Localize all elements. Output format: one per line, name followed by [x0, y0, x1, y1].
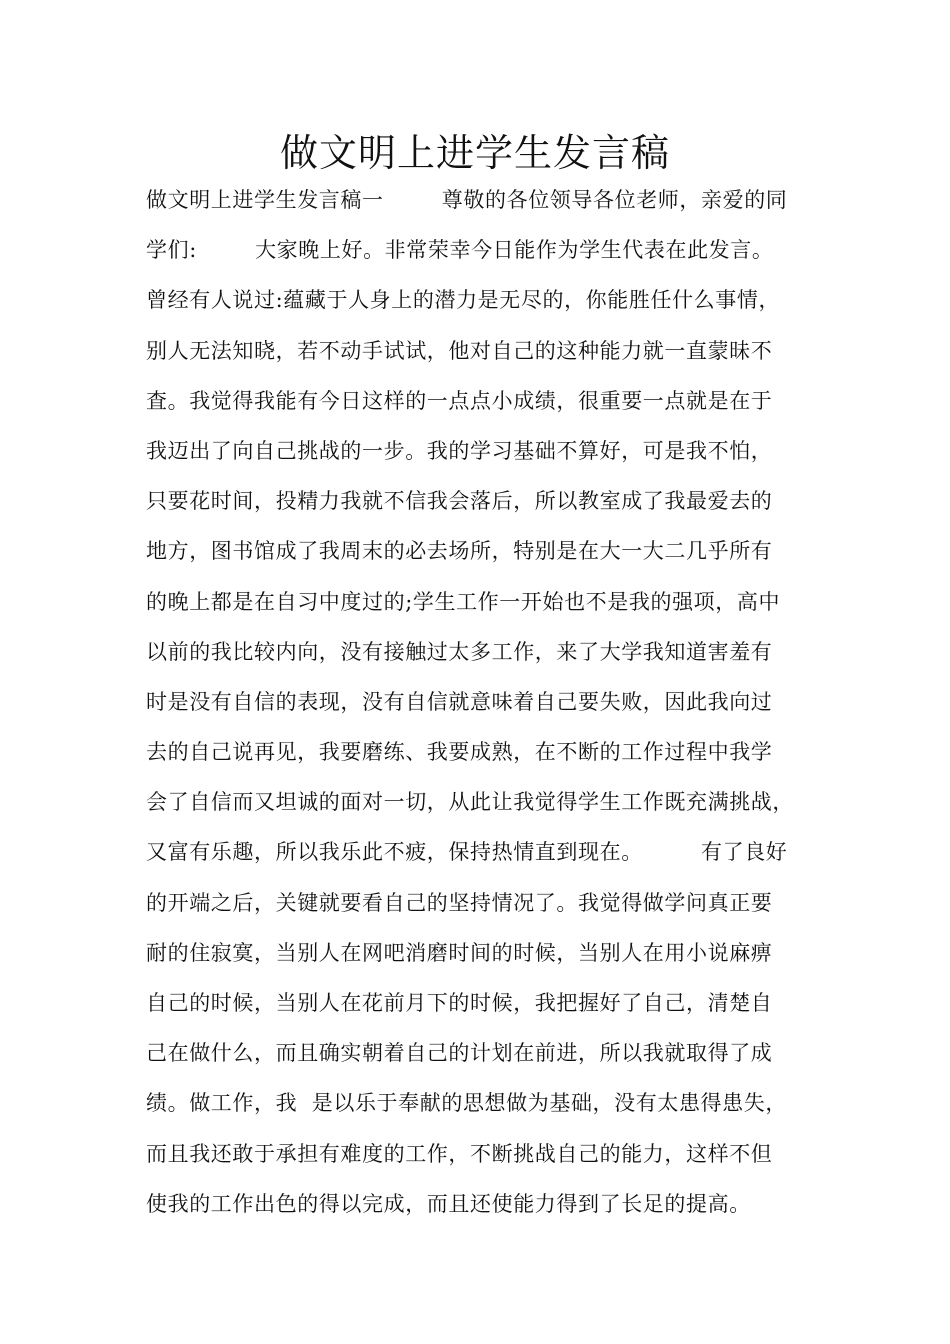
body-line: 己在做什么，而且确实朝着自己的计划在前进，所以我就取得了成: [146, 1041, 773, 1066]
body-line: 耐的住寂寞，当别人在网吧消磨时间的时候，当别人在用小说麻痹: [146, 940, 773, 965]
body-line: 学们: 大家晚上好。非常荣幸今日能作为学生代表在此发言。: [146, 238, 774, 263]
body-line: 只要花时间，投精力我就不信我会落后，所以教室成了我最爱去的: [146, 489, 773, 514]
body-line: 绩。做工作，我 是以乐于奉献的思想做为基础，没有太患得患失，: [146, 1091, 787, 1116]
body-line: 査。我觉得我能有今日这样的一点点小成绩，很重要一点就是在于: [146, 388, 773, 413]
body-line: 时是没有自信的表现，没有自信就意味着自己要失败，因此我向过: [146, 689, 773, 714]
body-line: 而且我还敢于承担有难度的工作，不断挑战自己的能力，这样不但: [146, 1141, 773, 1166]
body-line: 的晚上都是在自习中度过的;学生工作一开始也不是我的强项，高中: [146, 589, 781, 614]
body-line: 又富有乐趣，所以我乐此不疲，保持热情直到现在。 有了良好: [146, 840, 788, 865]
body-line: 做文明上进学生发言稿一 尊敬的各位领导各位老师，亲爱的同: [146, 188, 788, 212]
document-body: [146, 178, 836, 1232]
body-line: 会了自信而又坦诚的面对一切，从此让我觉得学生工作既充满挑战，: [146, 790, 794, 815]
body-line: 我迈出了向自己挑战的一步。我的学习基础不算好，可是我不怕，: [146, 438, 773, 463]
body-line: 使我的工作出色的得以完成，而且还使能力得到了长足的提高。: [146, 1191, 751, 1216]
document-title: 做文明上进学生发言稿: [279, 131, 670, 175]
body-line: 曾经有人说过:蕴藏于人身上的潜力是无尽的，你能胜任什么事情，: [146, 288, 781, 313]
body-line: 自己的时候，当别人在花前月下的时候，我把握好了自己，清楚自: [146, 991, 773, 1015]
body-line: 去的自己说再见，我要磨练、我要成熟，在不断的工作过程中我学: [146, 740, 773, 765]
body-line: 以前的我比较内向，没有接触过太多工作，来了大学我知道害羞有: [146, 639, 773, 664]
body-line: 的开端之后，关键就要看自己的坚持情况了。我觉得做学问真正要: [146, 890, 773, 915]
body-line: 别人无法知晓，若不动手试试，他对自己的这种能力就一直蒙昧不: [146, 338, 773, 363]
body-line: 地方，图书馆成了我周末的必去场所，特别是在大一大二几乎所有: [146, 539, 773, 564]
